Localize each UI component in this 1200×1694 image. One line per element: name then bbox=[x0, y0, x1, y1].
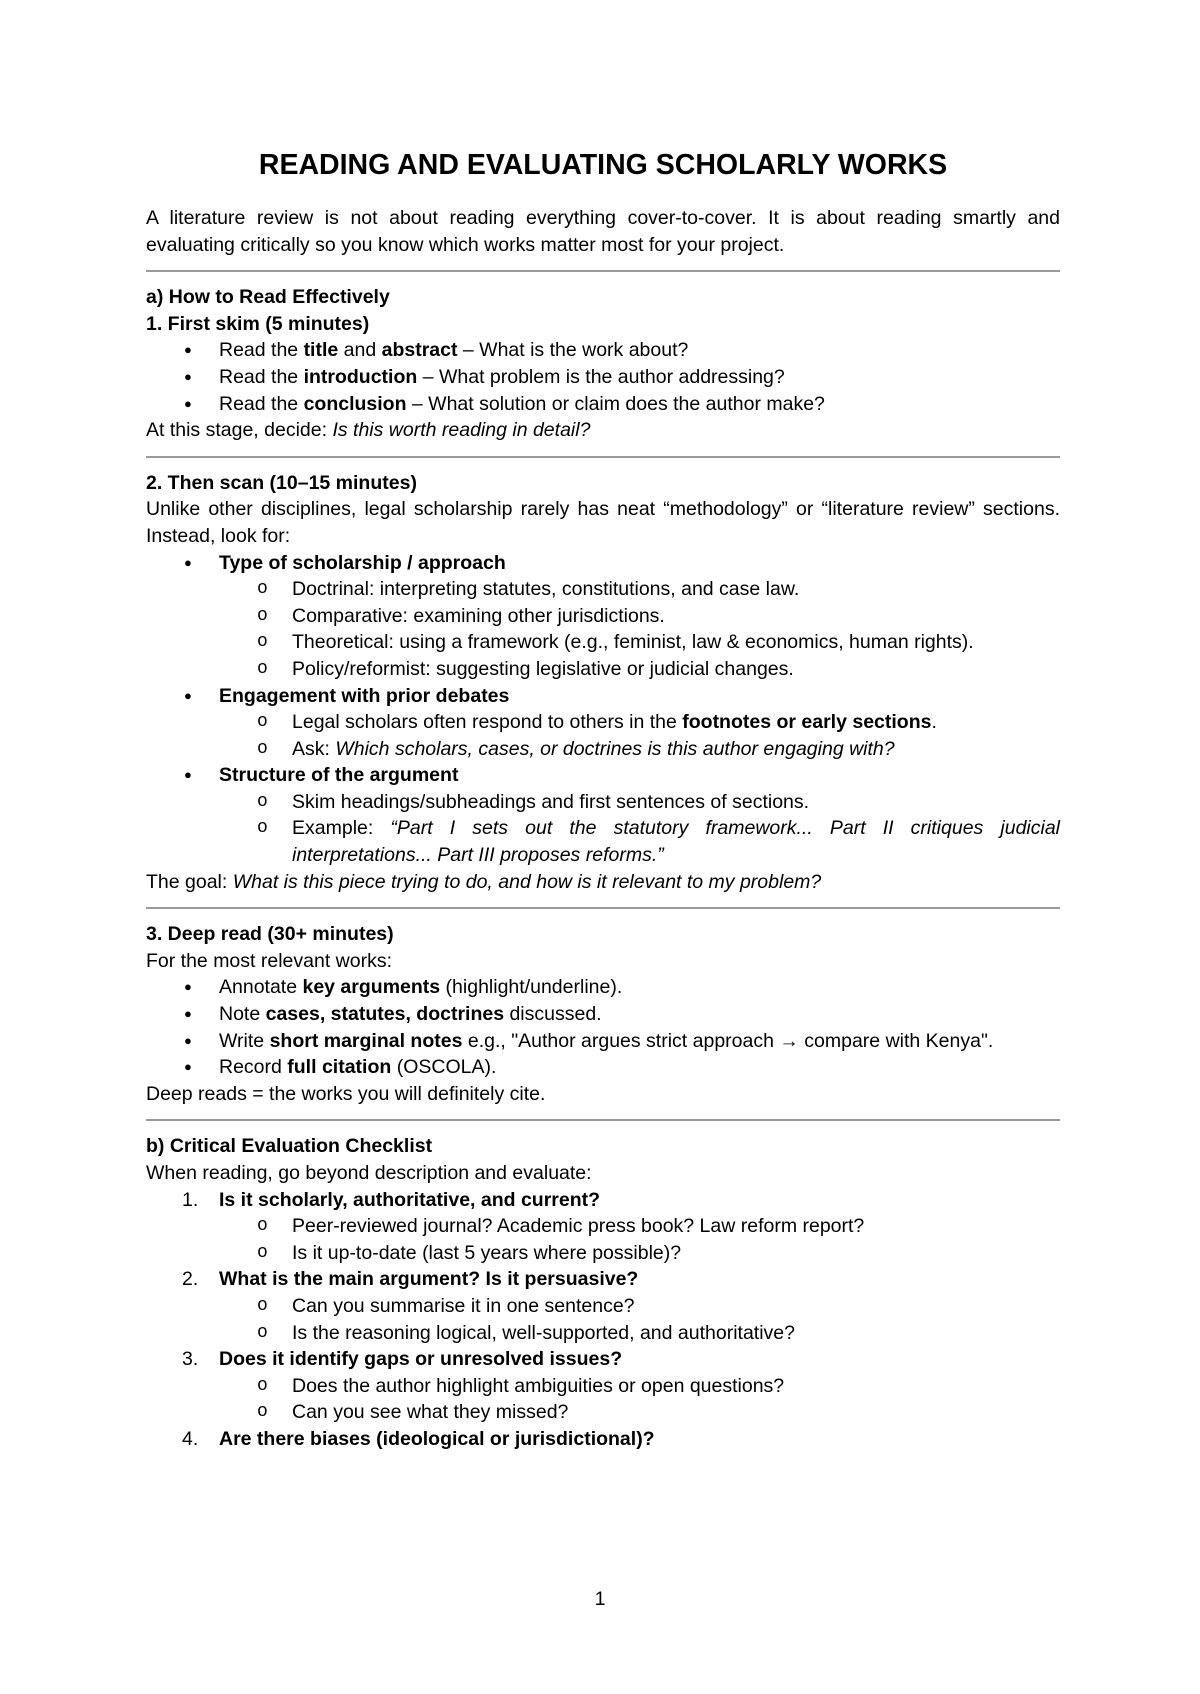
deep-read-intro: For the most relevant works: bbox=[146, 949, 392, 972]
bullet-icon: ● bbox=[184, 368, 192, 384]
sub-bullet-icon: o bbox=[257, 738, 268, 759]
scan-heading: 2. Then scan (10–15 minutes) bbox=[146, 471, 417, 494]
sub-bullet-icon: o bbox=[257, 1295, 268, 1316]
bullet-icon: ● bbox=[184, 342, 192, 358]
bullet-icon: ● bbox=[184, 554, 192, 570]
list-item: ● Read the title and abstract – What is the work about? bbox=[146, 337, 1060, 364]
sub-list bbox=[219, 789, 1060, 869]
section-divider bbox=[146, 1119, 1060, 1121]
sub-list-item: o Can you see what they missed? bbox=[146, 1399, 1060, 1426]
sub-list-item: o Legal scholars often respond to others in the footnotes or early sections. bbox=[146, 709, 1060, 736]
sub-list-item: o Is it up-to-date (last 5 years where possible)? bbox=[146, 1240, 1060, 1267]
list-item: ● Engagement with prior debates o Legal scholars often respond to others in the footnotes or early sections. o Ask: Which scholars, cases, or doctrines is this author engaging with? bbox=[146, 683, 1060, 763]
sub-list-item: o Does the author highlight ambiguities or open questions? bbox=[146, 1373, 1060, 1400]
sub-bullet-icon: o bbox=[257, 605, 268, 626]
list-item: ● Record full citation (OSCOLA). bbox=[146, 1054, 1060, 1081]
sub-list-item: o Can you summarise it in one sentence? bbox=[146, 1293, 1060, 1320]
sub-list-item: o Doctrinal: interpreting statutes, constitutions, and case law. bbox=[146, 576, 1060, 603]
page-title: READING AND EVALUATING SCHOLARLY WORKS bbox=[258, 149, 948, 181]
bullet-icon: ● bbox=[184, 395, 192, 411]
section-a-heading: a) How to Read Effectively bbox=[146, 286, 390, 309]
checklist-item: 3. Does it identify gaps or unresolved issues? o Does the author highlight ambiguities or open questions? o Can you see what they missed? bbox=[146, 1346, 1060, 1426]
sub-bullet-icon: o bbox=[257, 632, 268, 653]
sub-list-item: o Example: “Part I sets out the statutory framework... Part II critiques judicial interpretations... Part III proposes reforms.” bbox=[257, 817, 1061, 867]
bullet-icon: ● bbox=[184, 979, 192, 995]
scan-goal: The goal: What is this piece trying to do, and how is it relevant to my problem? bbox=[146, 870, 822, 893]
sub-bullet-icon: o bbox=[257, 658, 268, 679]
sub-bullet-icon: o bbox=[257, 579, 268, 600]
sub-bullet-icon: o bbox=[257, 818, 268, 839]
list-item: ● Annotate key arguments (highlight/underline). bbox=[146, 974, 1060, 1001]
section-divider bbox=[146, 456, 1060, 458]
sub-list bbox=[219, 576, 1060, 682]
list-item: ● Read the conclusion – What solution or claim does the author make? bbox=[146, 391, 1060, 418]
sub-bullet-icon: o bbox=[257, 1216, 268, 1237]
item-number: 1. bbox=[182, 1188, 199, 1211]
item-number: 4. bbox=[182, 1427, 199, 1450]
scan-list bbox=[146, 550, 1060, 869]
bullet-icon: ● bbox=[184, 687, 192, 703]
sub-bullet-icon: o bbox=[257, 712, 268, 733]
bullet-icon: ● bbox=[184, 1059, 192, 1075]
section-divider bbox=[146, 907, 1060, 909]
page-number: 1 bbox=[594, 1588, 606, 1610]
sub-list-item: o Theoretical: using a framework (e.g., feminist, law & economics, human rights). bbox=[146, 629, 1060, 656]
skim-heading: 1. First skim (5 minutes) bbox=[146, 312, 370, 335]
item-number: 3. bbox=[182, 1348, 199, 1371]
sub-bullet-icon: o bbox=[257, 1322, 268, 1343]
bullet-icon: ● bbox=[184, 1006, 192, 1022]
sub-list-item: o Skim headings/subheadings and first sentences of sections. bbox=[146, 789, 1060, 816]
checklist-item: 2. What is the main argument? Is it persuasive? o Can you summarise it in one sentence? o Is the reasoning logical, well-supported, and authoritative? bbox=[146, 1266, 1060, 1346]
checklist-item: 4. Are there biases (ideological or jurisdictional)? bbox=[146, 1426, 1060, 1453]
sub-list-item: o Comparative: examining other jurisdictions. bbox=[146, 603, 1060, 630]
skim-decision: At this stage, decide: Is this worth reading in detail? bbox=[146, 419, 591, 442]
document-body bbox=[146, 145, 1060, 1453]
sub-bullet-icon: o bbox=[257, 1242, 268, 1263]
item-number: 2. bbox=[182, 1268, 199, 1291]
intro-paragraph: A literature review is not about reading everything cover-to-cover. It is about reading smartly and evaluating critically so you know which works matter most for your project. bbox=[146, 207, 1060, 256]
section-b-intro: When reading, go beyond description and evaluate: bbox=[146, 1162, 592, 1184]
checklist-item: 1. Is it scholarly, authoritative, and current? o Peer-reviewed journal? Academic press book? Law reform report? o Is it up-to-date (last 5 years where possible)? bbox=[146, 1187, 1060, 1267]
checklist bbox=[146, 1187, 1060, 1453]
sub-list bbox=[219, 1213, 1060, 1266]
deep-read-list bbox=[146, 974, 1060, 1080]
sub-list bbox=[219, 709, 1060, 762]
bullet-icon: ● bbox=[184, 1032, 192, 1048]
scan-intro: Unlike other disciplines, legal scholarship rarely has neat “methodology” or “literature review” sections. Instead, look for: bbox=[146, 498, 1060, 547]
section-b-heading: b) Critical Evaluation Checklist bbox=[146, 1135, 433, 1158]
bullet-icon: ● bbox=[184, 767, 192, 783]
section-divider bbox=[146, 270, 1060, 272]
list-item: ● Write short marginal notes e.g., "Author argues strict approach → compare with Kenya". bbox=[146, 1028, 1060, 1055]
sub-list bbox=[219, 1293, 1060, 1346]
deep-read-heading: 3. Deep read (30+ minutes) bbox=[146, 923, 394, 946]
list-item: ● Note cases, statutes, doctrines discussed. bbox=[146, 1001, 1060, 1028]
sub-list-item: o Policy/reformist: suggesting legislative or judicial changes. bbox=[146, 656, 1060, 683]
sub-list-item: o Is the reasoning logical, well-supported, and authoritative? bbox=[146, 1320, 1060, 1347]
sub-bullet-icon: o bbox=[257, 791, 268, 812]
sub-bullet-icon: o bbox=[257, 1375, 268, 1396]
sub-bullet-icon: o bbox=[257, 1402, 268, 1423]
deep-read-outro: Deep reads = the works you will definitely cite. bbox=[146, 1082, 546, 1105]
list-item: ● Structure of the argument o Skim headings/subheadings and first sentences of sections. o Example: “Part I sets out the statutory framework... Part II critiques judicial interpretations... Part III proposes reforms.” bbox=[146, 762, 1060, 868]
sub-list bbox=[219, 1373, 1060, 1426]
sub-list-item: o Ask: Which scholars, cases, or doctrines is this author engaging with? bbox=[146, 736, 1060, 763]
sub-list-item: o Peer-reviewed journal? Academic press book? Law reform report? bbox=[146, 1213, 1060, 1240]
skim-list bbox=[146, 337, 1060, 417]
list-item: ● Type of scholarship / approach o Doctrinal: interpreting statutes, constitutions, and case law. o Comparative: examining other jurisdictions. o Theoretical: using a framework (e.g., feminist, law & economics, human rights). o Policy/reformist: suggesting legislative or judicial changes. bbox=[146, 550, 1060, 683]
list-item: ● Read the introduction – What problem is the author addressing? bbox=[146, 364, 1060, 391]
